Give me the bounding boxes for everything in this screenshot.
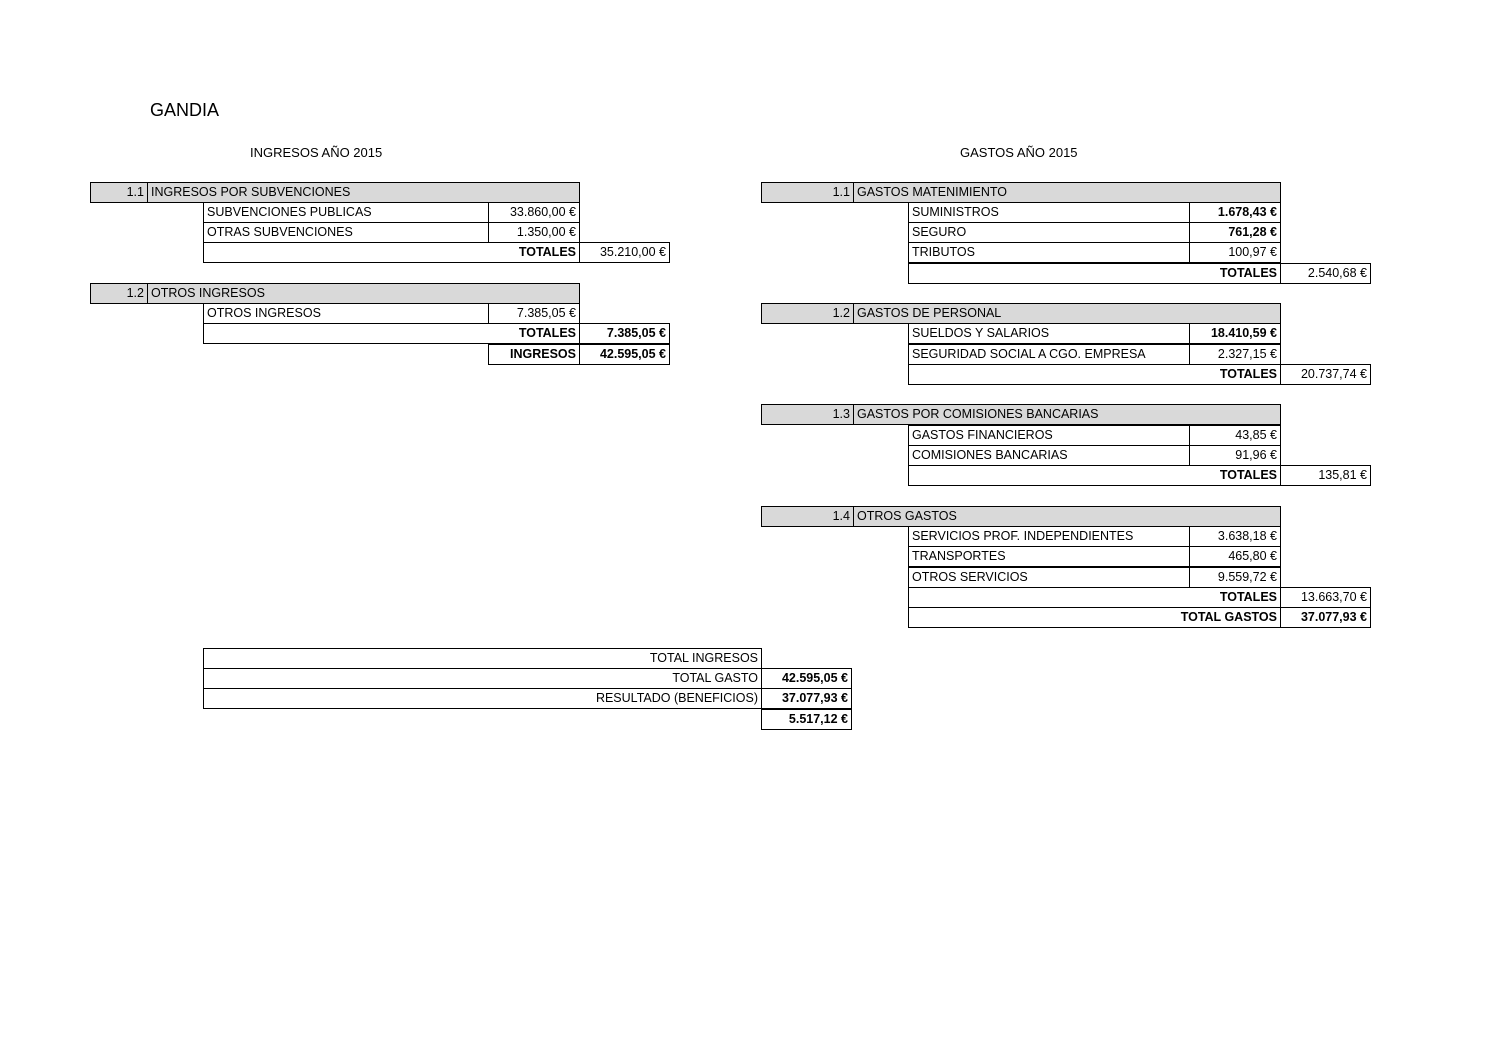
gastos-row-value: 1.678,43 €	[1189, 202, 1281, 223]
gastos-row-label: TRANSPORTES	[908, 546, 1190, 567]
gastos-section-name: GASTOS POR COMISIONES BANCARIAS	[853, 404, 1281, 425]
gastos-heading: GASTOS AÑO 2015	[960, 145, 1078, 160]
gastos-row-label: SEGURIDAD SOCIAL A CGO. EMPRESA	[908, 344, 1190, 365]
ingresos-totals-value: 7.385,05 €	[579, 323, 670, 344]
gastos-totals-value: 20.737,74 €	[1280, 364, 1371, 385]
gastos-row-value: 100,97 €	[1189, 242, 1281, 263]
gastos-section-code: 1.3	[761, 404, 854, 425]
gastos-totals-value: 13.663,70 €	[1280, 587, 1371, 608]
ingresos-row-value: 1.350,00 €	[488, 222, 580, 243]
gastos-row-label: SUELDOS Y SALARIOS	[908, 323, 1190, 344]
ingresos-section-name: OTROS INGRESOS	[147, 283, 580, 304]
ingresos-row-value: 7.385,05 €	[488, 303, 580, 324]
gastos-row-value: 761,28 €	[1189, 222, 1281, 243]
gastos-section-code: 1.1	[761, 182, 854, 203]
gastos-totals-value: 2.540,68 €	[1280, 263, 1371, 284]
ingresos-totals-value: 35.210,00 €	[579, 242, 670, 263]
summary-label: RESULTADO (BENEFICIOS)	[203, 688, 762, 709]
gastos-row-value: 465,80 €	[1189, 546, 1281, 567]
gastos-totals-value: 135,81 €	[1280, 465, 1371, 486]
gastos-row-label: SERVICIOS PROF. INDEPENDIENTES	[908, 526, 1190, 547]
gastos-grand-label: TOTAL GASTOS	[908, 607, 1281, 628]
gastos-totals-label: TOTALES	[908, 587, 1281, 608]
summary-result-value: 5.517,12 €	[761, 709, 852, 730]
gastos-section-code: 1.4	[761, 506, 854, 527]
ingresos-grand-value: 42.595,05 €	[579, 344, 670, 365]
gastos-row-value: 18.410,59 €	[1189, 323, 1281, 344]
gastos-totals-label: TOTALES	[908, 263, 1281, 284]
ingresos-grand-label: INGRESOS	[488, 344, 580, 365]
gastos-section-name: GASTOS MATENIMIENTO	[853, 182, 1281, 203]
gastos-row-label: SEGURO	[908, 222, 1190, 243]
gastos-grand-value: 37.077,93 €	[1280, 607, 1371, 628]
gastos-row-value: 43,85 €	[1189, 425, 1281, 446]
ingresos-heading: INGRESOS AÑO 2015	[250, 145, 383, 160]
ingresos-totals-label: TOTALES	[203, 323, 580, 344]
gastos-totals-label: TOTALES	[908, 364, 1281, 385]
ingresos-row-label: OTRAS SUBVENCIONES	[203, 222, 489, 243]
summary-label: TOTAL GASTO	[203, 668, 762, 689]
ingresos-section-code: 1.1	[90, 182, 148, 203]
gastos-totals-label: TOTALES	[908, 465, 1281, 486]
gastos-row-value: 91,96 €	[1189, 445, 1281, 466]
gastos-row-label: OTROS SERVICIOS	[908, 567, 1190, 588]
summary-value: 37.077,93 €	[761, 688, 852, 709]
ingresos-row-label: OTROS INGRESOS	[203, 303, 489, 324]
gastos-row-label: COMISIONES BANCARIAS	[908, 445, 1190, 466]
ingresos-row-value: 33.860,00 €	[488, 202, 580, 223]
gastos-row-label: SUMINISTROS	[908, 202, 1190, 223]
gastos-row-value: 9.559,72 €	[1189, 567, 1281, 588]
gastos-section-name: GASTOS DE PERSONAL	[853, 303, 1281, 324]
summary-label: TOTAL INGRESOS	[203, 648, 762, 669]
gastos-section-name: OTROS GASTOS	[853, 506, 1281, 527]
ingresos-section-name: INGRESOS POR SUBVENCIONES	[147, 182, 580, 203]
gastos-section-code: 1.2	[761, 303, 854, 324]
ingresos-section-code: 1.2	[90, 283, 148, 304]
page-title: GANDIA	[150, 100, 220, 120]
ingresos-totals-label: TOTALES	[203, 242, 580, 263]
gastos-row-value: 2.327,15 €	[1189, 344, 1281, 365]
gastos-row-label: TRIBUTOS	[908, 242, 1190, 263]
ingresos-row-label: SUBVENCIONES PUBLICAS	[203, 202, 489, 223]
gastos-row-label: GASTOS FINANCIEROS	[908, 425, 1190, 446]
summary-value: 42.595,05 €	[761, 668, 852, 689]
gastos-row-value: 3.638,18 €	[1189, 526, 1281, 547]
